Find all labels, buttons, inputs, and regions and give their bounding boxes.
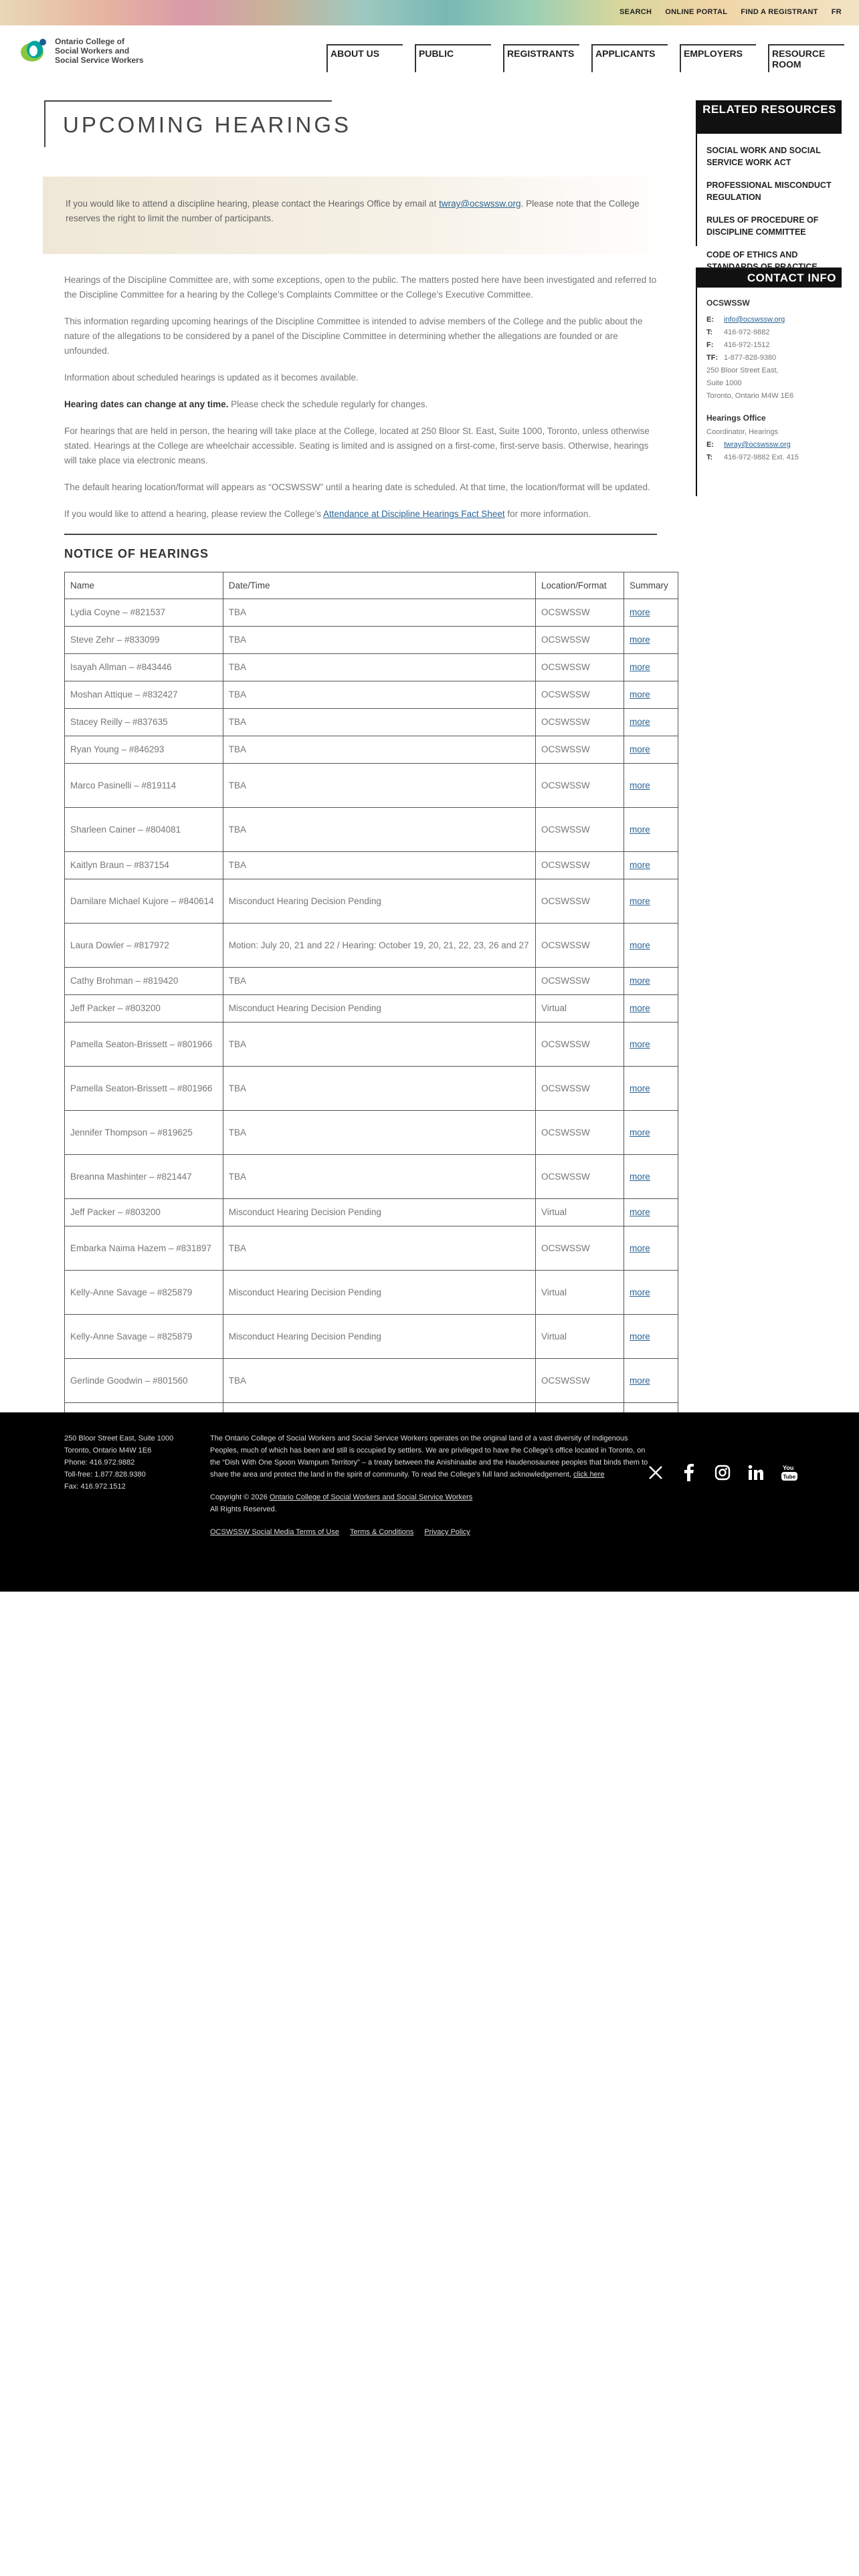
more-link[interactable]: more [630,1331,650,1341]
hearing-location-cell: OCSWSSW [536,764,624,808]
org-name: OCSWSSW [706,298,750,308]
footer-address-line: Toronto, Ontario M4W 1E6 [64,1446,152,1455]
facebook-icon[interactable] [680,1463,698,1482]
main-navigation [326,44,844,72]
table-row [65,1023,678,1067]
table-row [65,736,678,764]
social-media-terms-link[interactable]: OCSWSSW Social Media Terms of Use [210,1528,339,1536]
hearing-location-cell: Virtual [536,1271,624,1315]
hearings-table [64,572,678,1447]
hearing-location-cell: OCSWSSW [536,1111,624,1155]
hearing-name-cell: Steve Zehr – #833099 [65,627,223,654]
hearing-name-cell: Gerlinde Goodwin – #801560 [65,1359,223,1403]
link-social-work-act[interactable]: SOCIAL WORK AND SOCIAL SERVICE WORK ACT [706,146,821,167]
hearing-date-cell: TBA [223,599,535,627]
hearings-info [43,273,678,522]
table-row [65,1359,678,1403]
hearing-name-cell: Embarka Naima Hazem – #831897 [65,1226,223,1271]
hearing-date-cell: TBA [223,1359,535,1403]
hearing-summary-cell [624,1155,678,1199]
rights-reserved: All Rights Reserved. [210,1505,277,1513]
table-row [65,599,678,627]
footer-fax: Fax: 416.972.1512 [64,1483,126,1491]
org-address-line-1: 250 Bloor Street East, [706,366,779,374]
social-links [646,1463,799,1482]
hearing-location-cell: OCSWSSW [536,968,624,995]
phone-label: T: [706,328,713,336]
hearing-summary-cell [624,1271,678,1315]
x-icon[interactable] [646,1463,665,1482]
table-row [65,968,678,995]
table-row [65,1067,678,1111]
paragraph-default-format: The default hearing location/format will appears as “OCSWSSW” until a hearing date is scheduled. At that time, the location/format will be updated. [64,482,650,492]
table-row [65,852,678,879]
hearing-name-cell: Jennifer Thompson – #819625 [65,1111,223,1155]
footer-legal-links [210,1526,652,1538]
hearing-summary-cell [624,599,678,627]
hearing-date-cell: TBA [223,808,535,852]
hearing-location-cell: OCSWSSW [536,736,624,764]
utility-links [619,8,842,16]
top-utility-bar [0,0,859,25]
table-row [65,995,678,1023]
site-footer [0,1412,859,1592]
hearing-location-cell: OCSWSSW [536,1155,624,1199]
section-divider [64,534,657,535]
hearing-summary-cell [624,1226,678,1271]
hearing-summary-cell [624,852,678,879]
hearing-location-cell: OCSWSSW [536,654,624,681]
paragraph-purpose: This information regarding upcoming hearings of the Discipline Committee is intended to advise members of the College and the public about the nature of the allegations to be considered by a panel of the Discipline Committee in determining whether the allegations are founded or are unfounded. [64,316,643,356]
hearing-summary-cell [624,654,678,681]
table-row [65,654,678,681]
hearings-phone-label: T: [706,453,713,461]
fax-label: F: [706,341,714,349]
more-link[interactable]: more [630,635,650,645]
more-link[interactable]: more [630,1171,650,1182]
more-link[interactable]: more [630,1127,650,1138]
hearing-name-cell: Damilare Michael Kujore – #840614 [65,879,223,924]
footer-address-line: 250 Bloor Street East, Suite 1000 [64,1434,174,1442]
more-link[interactable]: more [630,717,650,727]
hearings-email-link[interactable]: twray@ocswssw.org [439,199,521,209]
notice-of-hearings-heading: NOTICE OF HEARINGS [64,547,209,560]
column-header-summary: Summary [624,572,678,599]
hearing-date-cell: TBA [223,1226,535,1271]
hearing-summary-cell [624,879,678,924]
more-link[interactable]: more [630,940,650,950]
footer-phone: Phone: 416.972.9882 [64,1459,135,1467]
dates-change-rest: Please check the schedule regularly for changes. [228,399,428,409]
email-label: E: [706,316,714,324]
find-registrant-link[interactable]: FIND A REGISTRANT [741,8,818,16]
hearing-date-cell: TBA [223,968,535,995]
hearing-name-cell: Isayah Allman – #843446 [65,654,223,681]
hearing-location-cell: OCSWSSW [536,852,624,879]
hearings-office-name: Hearings Office [706,413,766,423]
nav-resource-room[interactable]: RESOURCE ROOM [768,44,844,72]
terms-conditions-link[interactable]: Terms & Conditions [349,1528,414,1536]
more-link[interactable]: more [630,662,650,672]
column-header-name: Name [65,572,223,599]
paragraph-updates: Information about scheduled hearings is updated as it becomes available. [64,372,359,383]
paragraph-fact-sheet [64,507,657,522]
hearing-name-cell: Marco Pasinelli – #819114 [65,764,223,808]
more-link[interactable]: more [630,607,650,617]
related-resources-heading: RELATED RESOURCES [696,100,842,134]
table-row [65,681,678,709]
hearing-summary-cell [624,1315,678,1359]
hearing-name-cell: Pamella Seaton-Brissett – #801966 [65,1023,223,1067]
hearing-summary-cell [624,1067,678,1111]
hearing-location-cell: OCSWSSW [536,879,624,924]
more-link[interactable]: more [630,1375,650,1386]
more-link[interactable]: more [630,860,650,870]
hearing-name-cell: Stacey Reilly – #837635 [65,709,223,736]
hearing-date-cell: TBA [223,736,535,764]
table-row [65,1199,678,1226]
hearing-name-cell: Ryan Young – #846293 [65,736,223,764]
link-rules-of-procedure[interactable]: RULES OF PROCEDURE OF DISCIPLINE COMMITTEE [706,215,819,237]
table-row [65,627,678,654]
table-row [65,924,678,968]
hearing-summary-cell [624,924,678,968]
privacy-policy-link[interactable]: Privacy Policy [424,1528,470,1536]
land-acknowledgement-link[interactable]: click here [573,1471,605,1479]
contact-info-heading: CONTACT INFO [696,267,842,288]
hearing-date-cell: TBA [223,681,535,709]
online-portal-link[interactable]: ONLINE PORTAL [665,8,728,16]
hearing-date-cell: Misconduct Hearing Decision Pending [223,1271,535,1315]
hearing-date-cell: TBA [223,627,535,654]
hearing-name-cell: Kelly-Anne Savage – #825879 [65,1271,223,1315]
hearing-date-cell: TBA [223,852,535,879]
nav-public[interactable]: PUBLIC [415,44,491,72]
more-link[interactable]: more [630,1287,650,1297]
nav-registrants[interactable]: REGISTRANTS [503,44,579,72]
hearing-name-cell: Jeff Packer – #803200 [65,995,223,1023]
page-title: UPCOMING HEARINGS [63,112,352,137]
paragraph-dates-change [64,397,657,412]
hearing-date-cell: TBA [223,764,535,808]
org-tollfree: 1-877-828-9380 [724,354,777,362]
hearing-name-cell: Jeff Packer – #803200 [65,1199,223,1226]
more-link[interactable]: more [630,976,650,986]
table-row [65,1315,678,1359]
hearing-date-cell: TBA [223,1067,535,1111]
org-phone: 416-972-9882 [724,328,770,336]
hearing-name-cell: Kaitlyn Braun – #837154 [65,852,223,879]
instagram-icon[interactable] [713,1463,732,1482]
link-code-of-ethics[interactable]: CODE OF ETHICS AND STANDARDS OF PRACTICE [706,250,818,272]
hearings-office-role: Coordinator, Hearings [706,428,779,436]
notice-text-post: . Please note that the College reserves the right to limit the number of participants. [66,199,640,223]
more-link[interactable]: more [630,780,650,790]
youtube-icon[interactable] [780,1463,799,1482]
land-acknowledgement [210,1432,652,1481]
hearing-summary-cell [624,995,678,1023]
french-language-link[interactable]: FR [831,8,842,16]
hearing-location-cell: OCSWSSW [536,924,624,968]
hearing-name-cell: Sharleen Cainer – #804081 [65,808,223,852]
related-resources-list [696,134,842,272]
hearing-location-cell: OCSWSSW [536,709,624,736]
hearing-summary-cell [624,681,678,709]
hearing-summary-cell [624,1359,678,1403]
hearing-location-cell: Virtual [536,995,624,1023]
hearing-date-cell: TBA [223,709,535,736]
hearing-summary-cell [624,1199,678,1226]
contact-info-block [696,288,842,496]
org-address-line-2: Suite 1000 [706,379,742,387]
hearing-date-cell: Misconduct Hearing Decision Pending [223,879,535,924]
hearing-date-cell: TBA [223,1155,535,1199]
linkedin-icon[interactable] [747,1463,765,1482]
logo-text: Ontario College of Social Workers and Social Service Workers [55,37,144,65]
search-link[interactable]: SEARCH [619,8,652,16]
hearing-location-cell: OCSWSSW [536,627,624,654]
hearing-date-cell: Motion: July 20, 21 and 22 / Hearing: October 19, 20, 21, 22, 23, 26 and 27 [223,924,535,968]
notice-text-pre: If you would like to attend a discipline hearing, please contact the Hearings Office by email at [66,199,440,209]
svg-text:You: You [783,1465,794,1471]
fact-sheet-link[interactable]: Attendance at Discipline Hearings Fact Sheet [323,509,505,519]
org-email-link[interactable]: info@ocswssw.org [724,316,785,324]
more-link[interactable]: more [630,1083,650,1093]
hearing-location-cell: OCSWSSW [536,1023,624,1067]
more-link[interactable]: more [630,1039,650,1049]
svg-text:Tube: Tube [783,1474,796,1480]
more-link[interactable]: more [630,1243,650,1253]
table-row [65,1271,678,1315]
nav-employers[interactable]: EMPLOYERS [680,44,756,72]
copyright [210,1491,652,1503]
hearing-location-cell: OCSWSSW [536,1359,624,1403]
more-link[interactable]: more [630,1207,650,1217]
fact-sheet-post: for more information. [504,509,591,519]
hearing-name-cell: Lydia Coyne – #821537 [65,599,223,627]
hearing-summary-cell [624,627,678,654]
org-fax: 416-972-1512 [724,341,770,349]
hearing-name-cell: Moshan Attique – #832427 [65,681,223,709]
hearing-summary-cell [624,808,678,852]
table-header-row [65,572,678,599]
hearing-summary-cell [624,709,678,736]
hearing-name-cell: Pamella Seaton-Brissett – #801966 [65,1067,223,1111]
footer-address [64,1432,173,1493]
hearings-office-phone: 416-972-9882 Ext. 415 [724,453,799,461]
hearing-name-cell: Breanna Mashinter – #821447 [65,1155,223,1199]
hearing-location-cell: OCSWSSW [536,1226,624,1271]
table-row [65,1155,678,1199]
more-link[interactable]: more [630,824,650,835]
more-link[interactable]: more [630,1003,650,1013]
hearing-location-cell: Virtual [536,1315,624,1359]
table-row [65,1226,678,1271]
column-header-date: Date/Time [223,572,535,599]
hearing-summary-cell [624,968,678,995]
more-link[interactable]: more [630,689,650,700]
hearing-date-cell: Misconduct Hearing Decision Pending [223,1315,535,1359]
nav-applicants[interactable]: APPLICANTS [591,44,668,72]
hearing-location-cell: OCSWSSW [536,599,624,627]
org-address-line-3: Toronto, Ontario M4W 1E6 [706,392,794,400]
footer-tollfree: Toll-free: 1.877.828.9380 [64,1471,146,1479]
hearing-date-cell: Misconduct Hearing Decision Pending [223,1199,535,1226]
nav-about-us[interactable]: ABOUT US [326,44,403,72]
hearing-location-cell: OCSWSSW [536,681,624,709]
hearing-summary-cell [624,764,678,808]
land-acknowledgement-text: The Ontario College of Social Workers and Social Service Workers operates on the original land of a vast diversity of Indigenous Peoples, much of which has been and still is occupied by settlers. We are privileged to have the College’s office located in Toronto, on the “Dish With One Spoon Wampum Territory” – a treaty between the Anishinaabe and the Haudenosaunee peoples that binds them to share the area and protect the land in the spirit of community. To read the College’s full land acknowledgement, [210,1434,648,1479]
table-row [65,879,678,924]
copyright-link[interactable]: Ontario College of Social Workers and Social Service Workers [269,1493,473,1501]
tollfree-label: TF: [706,354,719,362]
hearing-summary-cell [624,1023,678,1067]
more-link[interactable]: more [630,895,650,906]
table-row [65,1111,678,1155]
hearing-location-cell: OCSWSSW [536,808,624,852]
hearing-date-cell: TBA [223,1023,535,1067]
hearing-name-cell: Kelly-Anne Savage – #825879 [65,1315,223,1359]
hearing-date-cell: TBA [223,654,535,681]
column-header-location: Location/Format [536,572,624,599]
paragraph-location: For hearings that are held in person, the hearing will take place at the College, located at 250 Bloor St. East, Suite 1000, Toronto, unless otherwise stated. Hearings at the College are wheelchair accessible. Seating is limited and is assigned on a first-come, first-serve basis. Otherwise, hearings will take place via electronic means. [64,426,650,465]
copyright-text: Copyright © 2026 [210,1493,270,1501]
fact-sheet-pre: If you would like to attend a hearing, please review the College’s [64,509,323,519]
sidebar [696,100,842,496]
hearing-date-cell: Misconduct Hearing Decision Pending [223,995,535,1023]
ocswssw-logo-icon [19,36,48,66]
footer-main [210,1432,652,1538]
hearings-office-email-link[interactable]: twray@ocswssw.org [724,441,791,449]
hearing-name-cell: Cathy Brohman – #819420 [65,968,223,995]
table-row [65,808,678,852]
site-logo[interactable] [19,36,149,66]
paragraph-public-hearings: Hearings of the Discipline Committee are, with some exceptions, open to the public. The matters posted here have been investigated and referred to the Discipline Committee for a hearing by the College’s Complaints Committee or the College’s Executive Committee. [64,275,657,300]
hearing-summary-cell [624,1111,678,1155]
hearing-date-cell: TBA [223,1111,535,1155]
hearing-location-cell: Virtual [536,1199,624,1226]
hearing-name-cell: Laura Dowler – #817972 [65,924,223,968]
hearing-location-cell: OCSWSSW [536,1067,624,1111]
hearings-email-label: E: [706,441,714,449]
link-misconduct-regulation[interactable]: PROFESSIONAL MISCONDUCT REGULATION [706,181,832,202]
table-row [65,709,678,736]
table-row [65,764,678,808]
more-link[interactable]: more [630,744,650,754]
attendance-notice [43,177,678,254]
dates-change-bold: Hearing dates can change at any time. [64,399,229,409]
hearing-summary-cell [624,736,678,764]
main-content [43,100,678,1447]
